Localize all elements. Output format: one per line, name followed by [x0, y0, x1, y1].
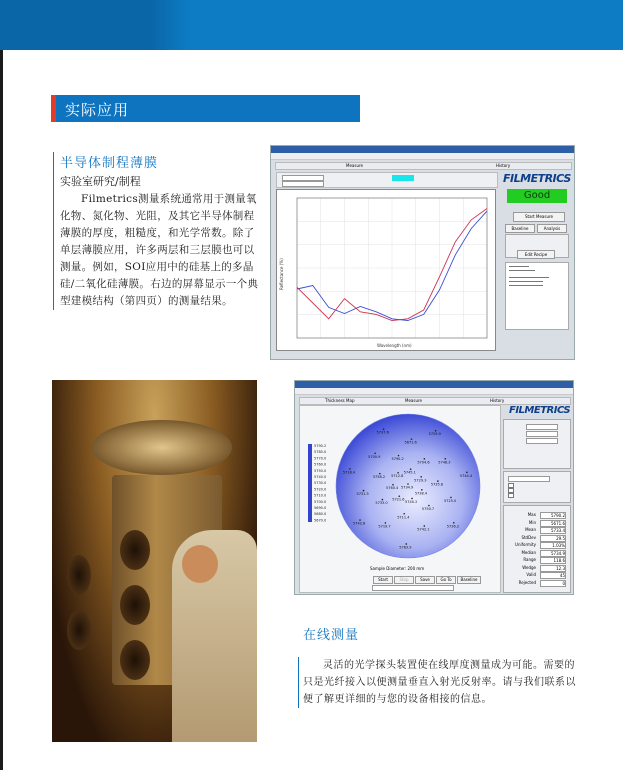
goto-button[interactable]: Go To	[436, 576, 456, 584]
map-value: 5750.7	[421, 507, 435, 512]
scale-label: 5700.0	[314, 499, 327, 504]
scale-label: 5670.0	[314, 518, 327, 523]
result-value: 5790.2	[540, 512, 566, 519]
result-row	[506, 520, 568, 526]
result-key: Rejected	[518, 579, 536, 585]
result-row	[506, 550, 568, 556]
start-button[interactable]: Start	[373, 576, 393, 584]
map-value: 5733.0	[375, 501, 388, 506]
section-header-accent	[51, 95, 56, 122]
result-key: Valid	[526, 572, 536, 577]
software-screenshot-thickness-map	[294, 380, 574, 595]
wafer-map-svg	[300, 406, 500, 592]
result-row	[506, 557, 568, 563]
result-key: Range	[523, 557, 536, 562]
result-row	[506, 542, 568, 548]
result-value: 5671.6	[540, 520, 566, 527]
display-options-panel	[503, 471, 571, 503]
software-screenshot-spectrum	[270, 145, 575, 360]
edit-recipe-button[interactable]: Edit Recipe	[517, 250, 555, 259]
map-value: 5671.6	[404, 440, 417, 445]
recipe-panel	[276, 172, 498, 188]
sample-info-panel	[503, 419, 571, 469]
map-value: 5729.3	[414, 478, 427, 483]
spectrum-chart-svg	[277, 190, 495, 350]
result-row	[506, 535, 568, 541]
map-value: 5760.4	[386, 486, 399, 491]
map-value: 5704.6	[417, 460, 430, 465]
results-panel	[503, 505, 571, 593]
y-axis-label: Reflectance (%)	[279, 258, 284, 290]
scale-label: 5720.0	[314, 487, 327, 492]
map-value: 5748.3	[438, 460, 451, 465]
map-value: 5725.0	[443, 498, 457, 503]
map-value: 5712.8	[391, 474, 404, 479]
result-row	[506, 527, 568, 533]
map-value: 5742.8	[353, 521, 366, 526]
tab-measure[interactable]: Measure	[346, 163, 363, 168]
start-measure-button[interactable]: Start Measure	[513, 212, 565, 222]
scale-label: 5770.0	[314, 456, 327, 461]
result-value: 29.5	[540, 535, 566, 542]
tab-history[interactable]: History	[490, 398, 505, 403]
semiconductor-section	[53, 152, 265, 310]
x-axis-label: Wavelength (nm)	[377, 343, 412, 348]
result-value: 118.6	[540, 557, 566, 564]
stop-button[interactable]: Stop	[394, 576, 414, 584]
map-value: 5790.2	[391, 457, 404, 462]
map-value: 5734.9	[401, 485, 414, 490]
map-value: 5763.9	[399, 545, 412, 550]
map-value: 5738.4	[414, 491, 428, 496]
scale-label: 5780.0	[314, 450, 327, 455]
scale-label: 5740.0	[314, 475, 327, 479]
save-button[interactable]: Save	[415, 576, 435, 584]
baseline-button[interactable]: Baseline	[505, 224, 535, 233]
map-value: 5737.6	[376, 430, 389, 435]
result-key: Max	[527, 512, 536, 517]
scale-label: 5690.0	[314, 506, 327, 510]
map-panel	[299, 405, 501, 593]
map-value: 5744.4	[459, 473, 473, 478]
spectrum-swatch	[392, 175, 414, 181]
map-value: 5731.5	[356, 492, 369, 497]
inline-heading: 在线测量	[303, 628, 360, 643]
map-value: 5729.9	[428, 432, 441, 437]
analysis-button[interactable]: Analysis	[537, 224, 567, 233]
color-scale-bar	[308, 444, 312, 522]
map-value: 5736.2	[446, 524, 460, 529]
filmetrics-logo: FILMETRICS	[509, 405, 571, 416]
result-key: StdDev	[521, 534, 536, 540]
scale-label: 5790.2	[314, 444, 327, 448]
map-value: 5758.2	[372, 475, 386, 480]
map-value: 5721.6	[392, 497, 405, 502]
map-value: 5740.2	[405, 499, 418, 504]
scale-label: 5760.0	[314, 462, 327, 467]
inline-section	[298, 624, 578, 708]
result-value: 5734.9	[540, 550, 566, 557]
result-key: Uniformity	[515, 542, 536, 547]
result-key: Wedge	[522, 564, 536, 570]
map-value: 5719.7	[378, 524, 391, 529]
tab-history[interactable]: History	[496, 163, 511, 168]
result-row	[506, 565, 568, 571]
result-value: 12.3	[540, 565, 566, 572]
section-header	[51, 95, 360, 122]
status-indicator: Good	[507, 189, 567, 203]
map-value: 5742.1	[417, 527, 430, 532]
scale-label: 5710.0	[314, 493, 327, 498]
section-title: 实际应用	[65, 101, 130, 119]
semiconductor-heading: 半导体制程薄膜	[60, 156, 159, 171]
result-value: 5733.4	[540, 527, 566, 534]
result-value: 45	[540, 572, 566, 579]
result-row	[506, 512, 568, 518]
top-banner-dark	[0, 0, 150, 50]
spectrum-chart	[276, 189, 496, 351]
map-value: 5718.4	[342, 470, 356, 475]
inline-body: 灵活的光学探头装置使在线厚度测量成为可能。需要的只是光纤接入以便测量垂直入射光反射率。请与我们联系以便了解更详细的与您的设备相接的信息。	[298, 657, 578, 708]
result-row	[506, 580, 568, 586]
scale-label: 5750.0	[314, 468, 327, 473]
filmetrics-logo: FILMETRICS	[503, 172, 571, 185]
semiconductor-subheading: 实验室研究/制程	[60, 175, 141, 188]
result-key: Min	[528, 519, 536, 525]
map-caption: Sample Diameter: 200 mm	[370, 566, 425, 571]
map-value: 5745.1	[403, 470, 416, 475]
result-row	[506, 572, 568, 578]
recipe-select[interactable]	[372, 585, 454, 591]
result-key: Median	[521, 549, 536, 555]
tab-thickness-map[interactable]: Thickness Map	[325, 398, 355, 403]
semiconductor-body: Filmetrics测量系统通常用于测量氧化物、氮化物、光阻，及其它半导体制程薄膜的厚度，粗糙度，和光学常数。除了单层薄膜应用，许多两层和三层膜也可以测量。例如，SOI应用中的硅基上的多晶硅/二氧化硅薄膜。右边的屏幕显示一个典型建模结构（第四页）的测量结果。	[60, 193, 259, 307]
page-left-rule	[0, 50, 3, 770]
top-banner	[0, 0, 623, 50]
scale-label: 5730.0	[314, 481, 327, 486]
result-value: 0	[540, 580, 566, 587]
scale-label: 5680.0	[314, 512, 327, 517]
results-textbox	[505, 262, 569, 330]
result-key: Mean	[525, 527, 536, 532]
result-value: 1.03%	[540, 542, 566, 549]
tab-measure[interactable]: Measure	[405, 398, 422, 403]
lab-photo	[52, 380, 257, 742]
map-value: 5735.8	[430, 482, 444, 487]
map-value: 5711.4	[397, 515, 410, 520]
map-value: 5700.9	[368, 454, 381, 459]
baseline-button[interactable]: Baseline	[457, 576, 481, 584]
